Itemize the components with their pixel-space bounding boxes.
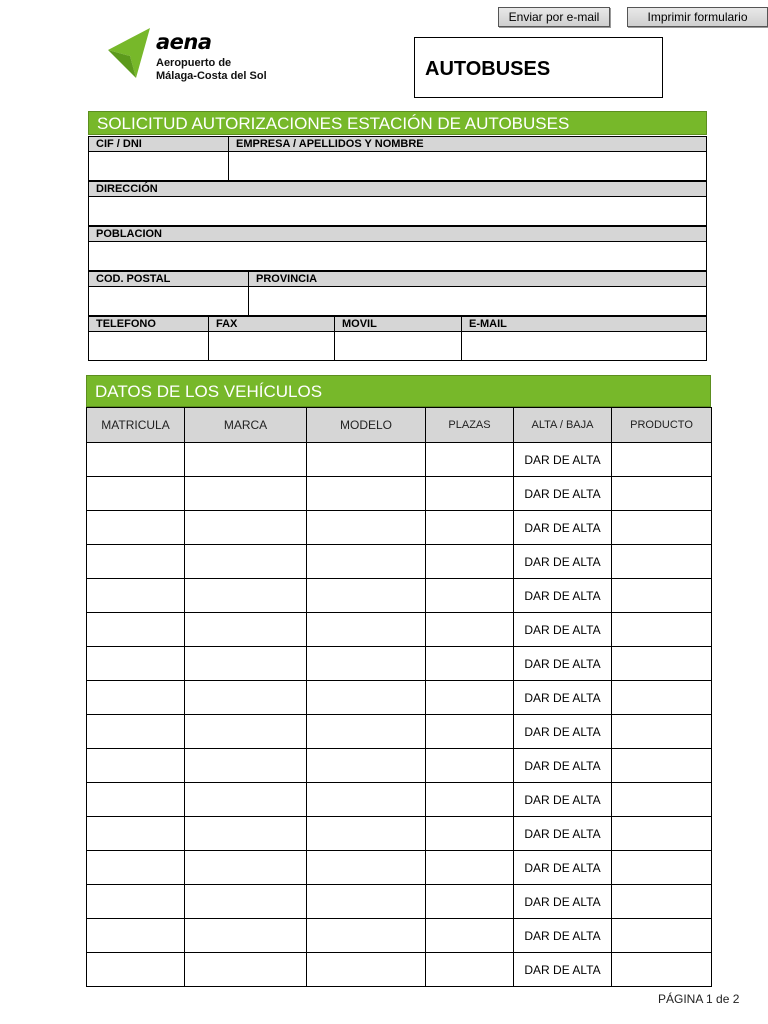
cell-alta-baja[interactable]: DAR DE ALTA (514, 885, 612, 919)
cell-alta-baja[interactable]: DAR DE ALTA (514, 919, 612, 953)
cell-matricula[interactable] (87, 443, 185, 477)
cell-alta-baja[interactable]: DAR DE ALTA (514, 953, 612, 987)
cell-producto[interactable] (612, 953, 712, 987)
cell-matricula[interactable] (87, 817, 185, 851)
cell-alta-baja[interactable]: DAR DE ALTA (514, 749, 612, 783)
cell-producto[interactable] (612, 579, 712, 613)
cell-modelo[interactable] (307, 749, 426, 783)
town-field[interactable] (88, 241, 707, 271)
table-row (87, 749, 712, 783)
table-row (87, 953, 712, 987)
cell-marca[interactable] (185, 511, 307, 545)
table-row (87, 817, 712, 851)
page-number: PÁGINA 1 de 2 (658, 992, 740, 1006)
column-header-matricula: MATRICULA (87, 408, 185, 443)
cell-alta-baja[interactable]: DAR DE ALTA (514, 647, 612, 681)
table-row (87, 681, 712, 715)
fax-label: FAX (208, 316, 335, 332)
cell-modelo[interactable] (307, 715, 426, 749)
cell-matricula[interactable] (87, 919, 185, 953)
cell-marca[interactable] (185, 681, 307, 715)
cell-plazas[interactable] (426, 783, 514, 817)
column-header-alta-baja: ALTA / BAJA (514, 408, 612, 443)
cell-marca[interactable] (185, 817, 307, 851)
cell-marca[interactable] (185, 715, 307, 749)
cell-alta-baja[interactable]: DAR DE ALTA (514, 477, 612, 511)
cell-marca[interactable] (185, 443, 307, 477)
cell-marca[interactable] (185, 851, 307, 885)
cell-producto[interactable] (612, 443, 712, 477)
cell-marca[interactable] (185, 885, 307, 919)
cell-plazas[interactable] (426, 681, 514, 715)
send-email-button[interactable]: Enviar por e-mail (498, 7, 610, 27)
cell-plazas[interactable] (426, 647, 514, 681)
vehicles-table (86, 407, 712, 987)
column-header-producto: PRODUCTO (612, 408, 712, 443)
cell-modelo[interactable] (307, 783, 426, 817)
cell-matricula[interactable] (87, 545, 185, 579)
cell-alta-baja[interactable]: DAR DE ALTA (514, 817, 612, 851)
address-label: DIRECCIÓN (88, 181, 707, 197)
table-row (87, 885, 712, 919)
table-row (87, 443, 712, 477)
cell-marca[interactable] (185, 749, 307, 783)
cell-producto[interactable] (612, 477, 712, 511)
vehicles-table-header (87, 408, 712, 443)
cell-alta-baja[interactable]: DAR DE ALTA (514, 851, 612, 885)
cell-matricula[interactable] (87, 511, 185, 545)
cell-matricula[interactable] (87, 715, 185, 749)
cell-marca[interactable] (185, 647, 307, 681)
form-title: AUTOBUSES (414, 37, 663, 98)
cell-alta-baja[interactable]: DAR DE ALTA (514, 579, 612, 613)
cell-plazas[interactable] (426, 817, 514, 851)
cell-producto[interactable] (612, 647, 712, 681)
cell-producto[interactable] (612, 545, 712, 579)
cell-matricula[interactable] (87, 851, 185, 885)
cell-plazas[interactable] (426, 477, 514, 511)
cell-marca[interactable] (185, 613, 307, 647)
company-label: EMPRESA / APELLIDOS Y NOMBRE (228, 136, 707, 152)
cell-plazas[interactable] (426, 749, 514, 783)
address-field[interactable] (88, 196, 707, 226)
cell-matricula[interactable] (87, 885, 185, 919)
table-row (87, 851, 712, 885)
cell-producto[interactable] (612, 511, 712, 545)
cell-alta-baja[interactable]: DAR DE ALTA (514, 511, 612, 545)
cell-matricula[interactable] (87, 783, 185, 817)
cell-producto[interactable] (612, 715, 712, 749)
cell-plazas[interactable] (426, 443, 514, 477)
logo-name: aena (156, 30, 212, 54)
email-label: E-MAIL (461, 316, 707, 332)
postal-code-field[interactable] (88, 286, 249, 316)
cell-matricula[interactable] (87, 749, 185, 783)
column-header-modelo: MODELO (307, 408, 426, 443)
cell-producto[interactable] (612, 681, 712, 715)
table-row (87, 511, 712, 545)
table-row (87, 545, 712, 579)
cell-alta-baja[interactable]: DAR DE ALTA (514, 783, 612, 817)
cell-marca[interactable] (185, 579, 307, 613)
province-label: PROVINCIA (248, 271, 707, 287)
cell-marca[interactable] (185, 783, 307, 817)
cell-plazas[interactable] (426, 851, 514, 885)
applicant-section-header: SOLICITUD AUTORIZACIONES ESTACIÓN DE AUTOBUSES (88, 111, 707, 135)
cell-plazas[interactable] (426, 545, 514, 579)
cell-plazas[interactable] (426, 885, 514, 919)
vehicles-section-header: DATOS DE LOS VEHÍCULOS (86, 375, 711, 407)
logo-subtitle-line2: Málaga-Costa del Sol (156, 70, 267, 82)
aena-logo (106, 26, 286, 86)
table-row (87, 783, 712, 817)
cell-modelo[interactable] (307, 885, 426, 919)
cell-modelo[interactable] (307, 613, 426, 647)
cif-label: CIF / DNI (88, 136, 229, 152)
cell-matricula[interactable] (87, 477, 185, 511)
cell-matricula[interactable] (87, 681, 185, 715)
table-row (87, 919, 712, 953)
cell-modelo[interactable] (307, 579, 426, 613)
company-field[interactable] (228, 151, 707, 181)
cell-plazas[interactable] (426, 715, 514, 749)
cell-modelo[interactable] (307, 647, 426, 681)
cell-marca[interactable] (185, 545, 307, 579)
cell-matricula[interactable] (87, 647, 185, 681)
column-header-marca: MARCA (185, 408, 307, 443)
print-form-button[interactable]: Imprimir formulario (627, 7, 768, 27)
table-row (87, 579, 712, 613)
cell-modelo[interactable] (307, 443, 426, 477)
cell-plazas[interactable] (426, 613, 514, 647)
cell-producto[interactable] (612, 817, 712, 851)
cell-plazas[interactable] (426, 511, 514, 545)
phone-label: TELEFONO (88, 316, 209, 332)
cif-field[interactable] (88, 151, 229, 181)
logo-subtitle-line1: Aeropuerto de (156, 57, 232, 69)
column-header-plazas: PLAZAS (426, 408, 514, 443)
phone-field[interactable] (88, 331, 209, 361)
province-field[interactable] (248, 286, 707, 316)
cell-modelo[interactable] (307, 681, 426, 715)
email-field[interactable] (461, 331, 707, 361)
town-label: POBLACION (88, 226, 707, 242)
mobile-label: MOVIL (334, 316, 462, 332)
cell-modelo[interactable] (307, 511, 426, 545)
cell-modelo[interactable] (307, 851, 426, 885)
cell-alta-baja[interactable]: DAR DE ALTA (514, 545, 612, 579)
cell-modelo[interactable] (307, 477, 426, 511)
postal-code-label: COD. POSTAL (88, 271, 249, 287)
cell-alta-baja[interactable]: DAR DE ALTA (514, 443, 612, 477)
cell-matricula[interactable] (87, 953, 185, 987)
cell-modelo[interactable] (307, 817, 426, 851)
fax-field[interactable] (208, 331, 335, 361)
cell-modelo[interactable] (307, 545, 426, 579)
cell-plazas[interactable] (426, 953, 514, 987)
table-row (87, 647, 712, 681)
cell-alta-baja[interactable]: DAR DE ALTA (514, 715, 612, 749)
mobile-field[interactable] (334, 331, 462, 361)
cell-plazas[interactable] (426, 919, 514, 953)
table-row (87, 477, 712, 511)
cell-matricula[interactable] (87, 613, 185, 647)
cell-producto[interactable] (612, 885, 712, 919)
cell-producto[interactable] (612, 851, 712, 885)
table-row (87, 715, 712, 749)
cell-marca[interactable] (185, 919, 307, 953)
cell-alta-baja[interactable]: DAR DE ALTA (514, 613, 612, 647)
cell-plazas[interactable] (426, 579, 514, 613)
table-row (87, 613, 712, 647)
cell-matricula[interactable] (87, 579, 185, 613)
cell-alta-baja[interactable]: DAR DE ALTA (514, 681, 612, 715)
cell-producto[interactable] (612, 613, 712, 647)
cell-marca[interactable] (185, 953, 307, 987)
cell-producto[interactable] (612, 783, 712, 817)
aena-logo-icon (106, 28, 154, 80)
cell-modelo[interactable] (307, 919, 426, 953)
cell-producto[interactable] (612, 919, 712, 953)
cell-producto[interactable] (612, 749, 712, 783)
cell-marca[interactable] (185, 477, 307, 511)
cell-modelo[interactable] (307, 953, 426, 987)
